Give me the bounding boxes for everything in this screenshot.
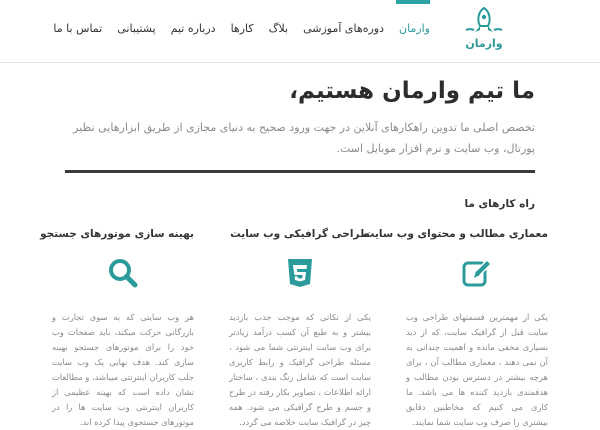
service-title[interactable]: معماری مطالب و محتوای وب سایت <box>363 228 548 240</box>
service-title[interactable]: بهینه سازی موتورهای جستجو <box>40 228 194 240</box>
nav-item-courses[interactable]: دوره‌های آموزشی <box>303 22 384 35</box>
nav-item-support[interactable]: پشتیبانی <box>117 22 156 35</box>
edit-icon <box>461 257 493 289</box>
service-title[interactable]: طراحی گرافیکی وب سایت <box>230 228 370 240</box>
service-body: هر وب سایتی که به سوی تجارت و بازرگانی حرکت میکند، باید صفحات وب خود را برای موتورهای جستجو بهینه سازی کند. هدف نهایی یک وب سایت جلب کاربران اینترنتی میباشد، و مطالعات نشان داده است که بهینه عظیمی از کاربران اینترنتی وب سایت ها را در موتورهای جستجوی پیدا کرده اند. <box>52 312 194 427</box>
nav-item-blog[interactable]: بلاگ <box>268 22 289 35</box>
services-section-label: راه کارهای ما <box>464 198 535 210</box>
section-divider <box>65 170 535 173</box>
hero-description: تخصص اصلی ما تدوین راهکارهای آنلاین در جهت ورود صحیح به دنیای مجازی از طریق ابزارهایی نظیر پورتال، وب سایت و نرم افزار موبایل است. <box>73 121 535 155</box>
service-body: یکی از نکاتی که موجب جذب بازدید بیشتر و به طبع آن کسب درآمد زیادتر برای وب سایت اینترنتی شما می شود ، مسئله طراحی گرافیک و رابط کاربری سایت است که شامل رنگ بندی ، ساختار ارائه اطلاعات ، تصاویر بکار رفته در طرح و جسم و طرح گرافیکی می شود. همه چیز در گرافیک سایت خلاصه می گردد. <box>229 312 371 427</box>
logo-text[interactable]: وارمان <box>465 37 503 50</box>
css3-icon <box>284 257 316 289</box>
nav-item-varman[interactable]: وارمان <box>398 22 430 35</box>
active-nav-indicator <box>396 0 430 4</box>
main-nav <box>53 22 430 35</box>
search-icon <box>107 257 139 289</box>
nav-item-about[interactable]: درباره تیم <box>170 22 216 35</box>
hero-title: ما تیم وارمان هستیم، <box>289 78 535 104</box>
nav-item-contact[interactable]: تماس با ما <box>53 22 103 35</box>
site-header <box>0 0 600 63</box>
nav-item-works[interactable]: کارها <box>230 22 254 35</box>
service-body: یکی از مهمترین قسمتهای طراحی وب سایت قبل از گرافیک سایت، که از دید بسیاری مخفی مانده و اهمیت چندانی به آن نمی دهند ، معماری مطالب آن ، برای هرچه بیشتر در دسترس بودن مطالب و هدفمندی بازدید کننده ها می باشد. ما کاری می کنیم که مخاطبین دقایق بیشتری را صرف وب سایت شما نمایند. <box>406 312 548 427</box>
